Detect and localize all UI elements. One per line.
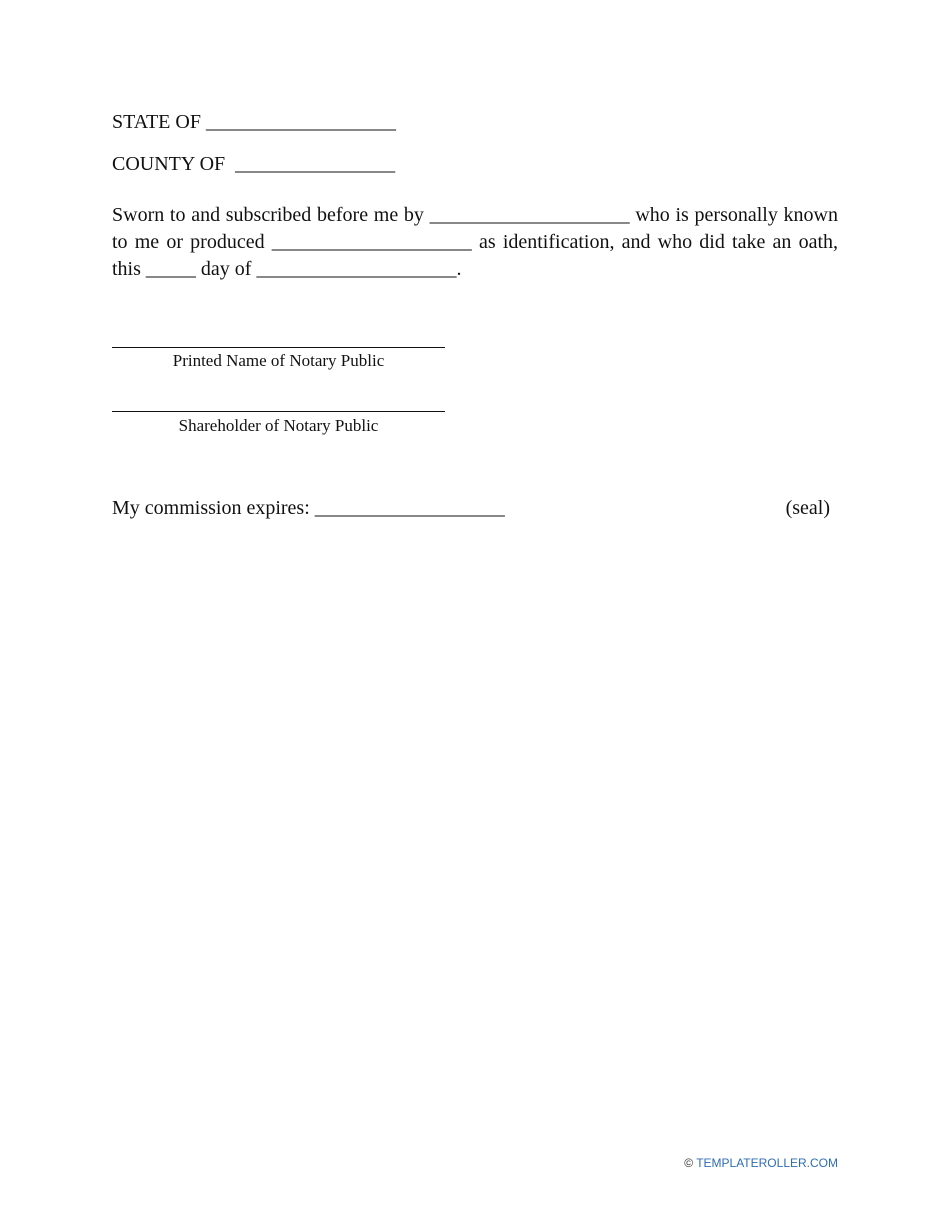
shareholder-signature-line[interactable] [112,411,445,412]
sworn-text-produced: to me or produced [112,231,265,253]
commission-expires-line [112,495,505,522]
sworn-statement-paragraph [112,202,838,283]
sworn-row-3 [112,256,838,283]
sworn-row-2 [112,229,838,256]
seal-label: (seal) [785,497,830,519]
state-of-blank[interactable]: ___________________ [205,111,396,133]
month-blank[interactable]: ____________________ [256,258,457,280]
shareholder-caption: Shareholder of Notary Public [178,416,379,435]
day-blank[interactable]: _____ [145,258,196,280]
county-of-label: COUNTY OF [112,153,226,175]
identification-blank[interactable]: ____________________ [271,231,472,253]
sworn-period: . [456,258,462,280]
commission-expires-label: My commission expires: [112,497,310,519]
sworn-text-before-name: Sworn to and subscribed before me by [112,204,424,226]
sworn-text-identification: as identification, and who did take an oath, [478,231,839,253]
sworn-text-personally-known: who is personally known [635,204,838,226]
commission-expires-blank[interactable]: ___________________ [314,497,505,519]
copyright-symbol: © [684,1156,694,1170]
printed-name-caption: Printed Name of Notary Public [172,351,385,370]
printed-name-signature-line[interactable] [112,347,445,348]
sworn-text-day-of: day of [200,258,252,280]
county-of-line [112,151,395,178]
state-of-line [112,109,396,136]
state-of-label: STATE OF [112,111,201,133]
sworn-row-1 [112,202,838,229]
county-of-blank[interactable]: ________________ [235,153,396,175]
templateroller-link[interactable]: TEMPLATEROLLER.COM [696,1156,838,1170]
affiant-name-blank[interactable]: ____________________ [429,204,630,226]
footer-copyright [684,1155,838,1171]
sworn-text-this: this [112,258,141,280]
